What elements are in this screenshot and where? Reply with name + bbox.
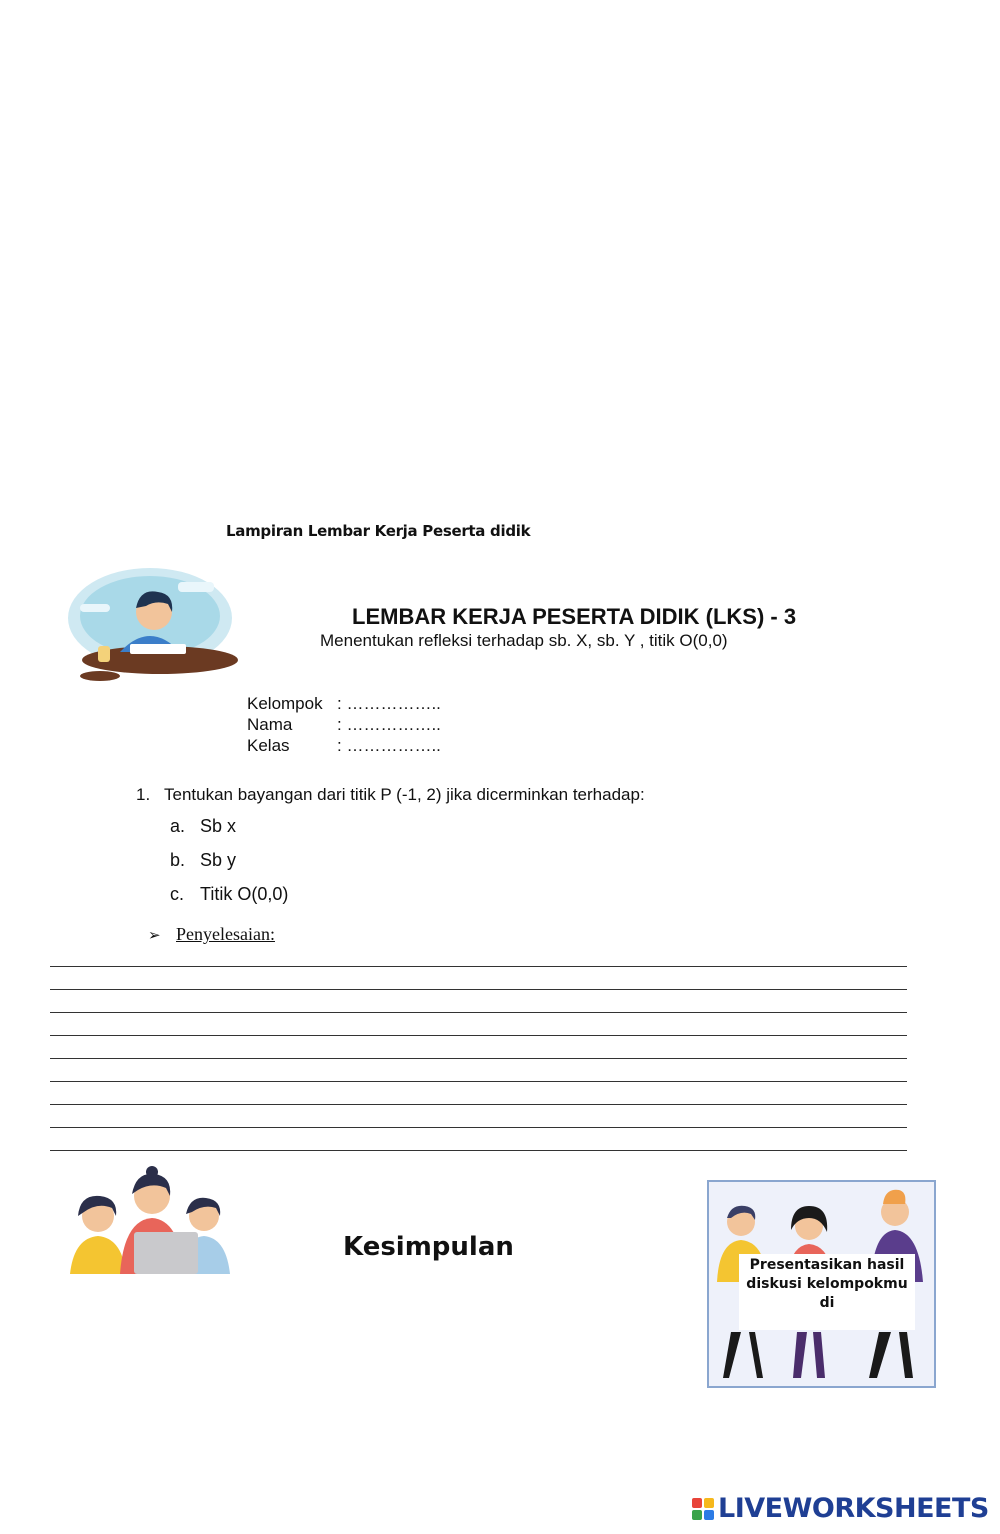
- worksheet-subtitle: Menentukan refleksi terhadap sb. X, sb. Y , titik O(0,0): [320, 631, 728, 650]
- people-holding-board-illustration: [707, 1180, 936, 1388]
- presentation-text-line-1: Presentasikan hasil: [749, 1257, 905, 1273]
- field-value: : ……………..: [337, 715, 441, 734]
- option-b: [170, 850, 236, 871]
- option-text: Titik O(0,0): [200, 884, 289, 904]
- liveworksheets-brand[interactable]: [692, 1493, 989, 1524]
- field-label: Kelas: [247, 736, 290, 755]
- field-label: Nama: [247, 715, 293, 734]
- logo-square: [704, 1498, 714, 1508]
- worksheet-title: LEMBAR KERJA PESERTA DIDIK (LKS) - 3: [352, 604, 797, 629]
- option-text: Sb y: [200, 850, 237, 870]
- answer-line[interactable]: [50, 1058, 907, 1059]
- arrow-bullet-icon: ➢: [148, 928, 161, 944]
- option-letter: b.: [170, 850, 186, 870]
- field-value: : ……………..: [337, 694, 441, 713]
- field-kelas: [247, 736, 441, 756]
- option-letter: c.: [170, 884, 185, 904]
- option-c: [170, 884, 288, 905]
- option-letter: a.: [170, 816, 186, 836]
- answer-line[interactable]: [50, 1127, 907, 1128]
- logo-square: [692, 1510, 702, 1520]
- presentation-text: [739, 1256, 915, 1313]
- question-1: [136, 785, 645, 805]
- answer-label: Penyelesaian:: [176, 924, 275, 944]
- field-label: Kelompok: [247, 694, 323, 713]
- brand-name: LIVEWORKSHEETS: [718, 1493, 989, 1524]
- answer-line[interactable]: [50, 1012, 907, 1013]
- answer-line[interactable]: [50, 1150, 907, 1151]
- answer-line[interactable]: [50, 1081, 907, 1082]
- logo-square: [692, 1498, 702, 1508]
- field-nama: [247, 715, 441, 735]
- presentation-text-line-2: diskusi kelompokmu di: [746, 1276, 908, 1311]
- answer-line[interactable]: [50, 989, 907, 990]
- question-text: Tentukan bayangan dari titik P (-1, 2) jika dicerminkan terhadap:: [164, 785, 645, 804]
- liveworksheets-logo-icon: [692, 1498, 714, 1520]
- option-text: Sb x: [200, 816, 237, 836]
- option-a: [170, 816, 236, 837]
- answer-line[interactable]: [50, 1035, 907, 1036]
- group-with-laptop-illustration: [64, 1166, 232, 1274]
- conclusion-title: Kesimpulan: [343, 1232, 514, 1262]
- lampiran-label: Lampiran Lembar Kerja Peserta didik: [226, 522, 531, 540]
- field-value: : ……………..: [337, 736, 441, 755]
- answer-line[interactable]: [50, 1104, 907, 1105]
- answer-line[interactable]: [50, 966, 907, 967]
- field-kelompok: [247, 694, 441, 714]
- answer-heading: [148, 924, 275, 945]
- student-studying-illustration: [60, 560, 240, 686]
- logo-square: [704, 1510, 714, 1520]
- question-number: 1.: [136, 785, 151, 804]
